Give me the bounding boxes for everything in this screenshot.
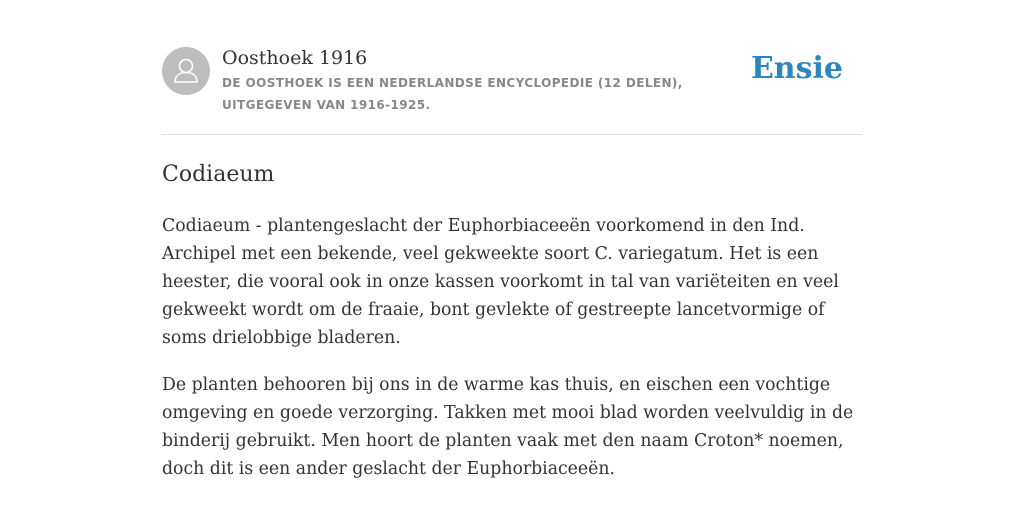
- source-title[interactable]: Oosthoek 1916: [222, 47, 368, 69]
- entry-paragraph: De planten behooren bij ons in de warme kas thuis, en eischen een vochtige omgeving en goede verzorging. Takken met mooi blad worden veelvuldig in de binderij gebruikt. Men hoort de planten vaak met den naam Croton* noemen, doch dit is een ander geslacht der Euphorbiaceeën.: [162, 375, 854, 479]
- source-description: DE OOSTHOEK IS EEN NEDERLANDSE ENCYCLOPEDIE (12 DELEN), UITGEGEVEN VAN 1916-1925.: [222, 76, 683, 112]
- ensie-logo[interactable]: Ensie: [750, 51, 843, 86]
- entry-body: [162, 212, 862, 502]
- source-header: [162, 45, 862, 135]
- user-silhouette-icon: [162, 47, 210, 95]
- entry-paragraph: Codiaeum - plantengeslacht der Euphorbiaceeën voorkomend in den Ind. Archipel met een bekende, veel gekweekte soort C. variegatum. Het is een heester, die vooral ook in onze kassen voorkomt in tal van variëteiten en veel gekweekt wordt om de fraaie, bont gevlekte of gestreepte lancetvormige of soms drielobbige bladeren.: [162, 216, 839, 348]
- entry-title: Codiaeum: [162, 162, 275, 187]
